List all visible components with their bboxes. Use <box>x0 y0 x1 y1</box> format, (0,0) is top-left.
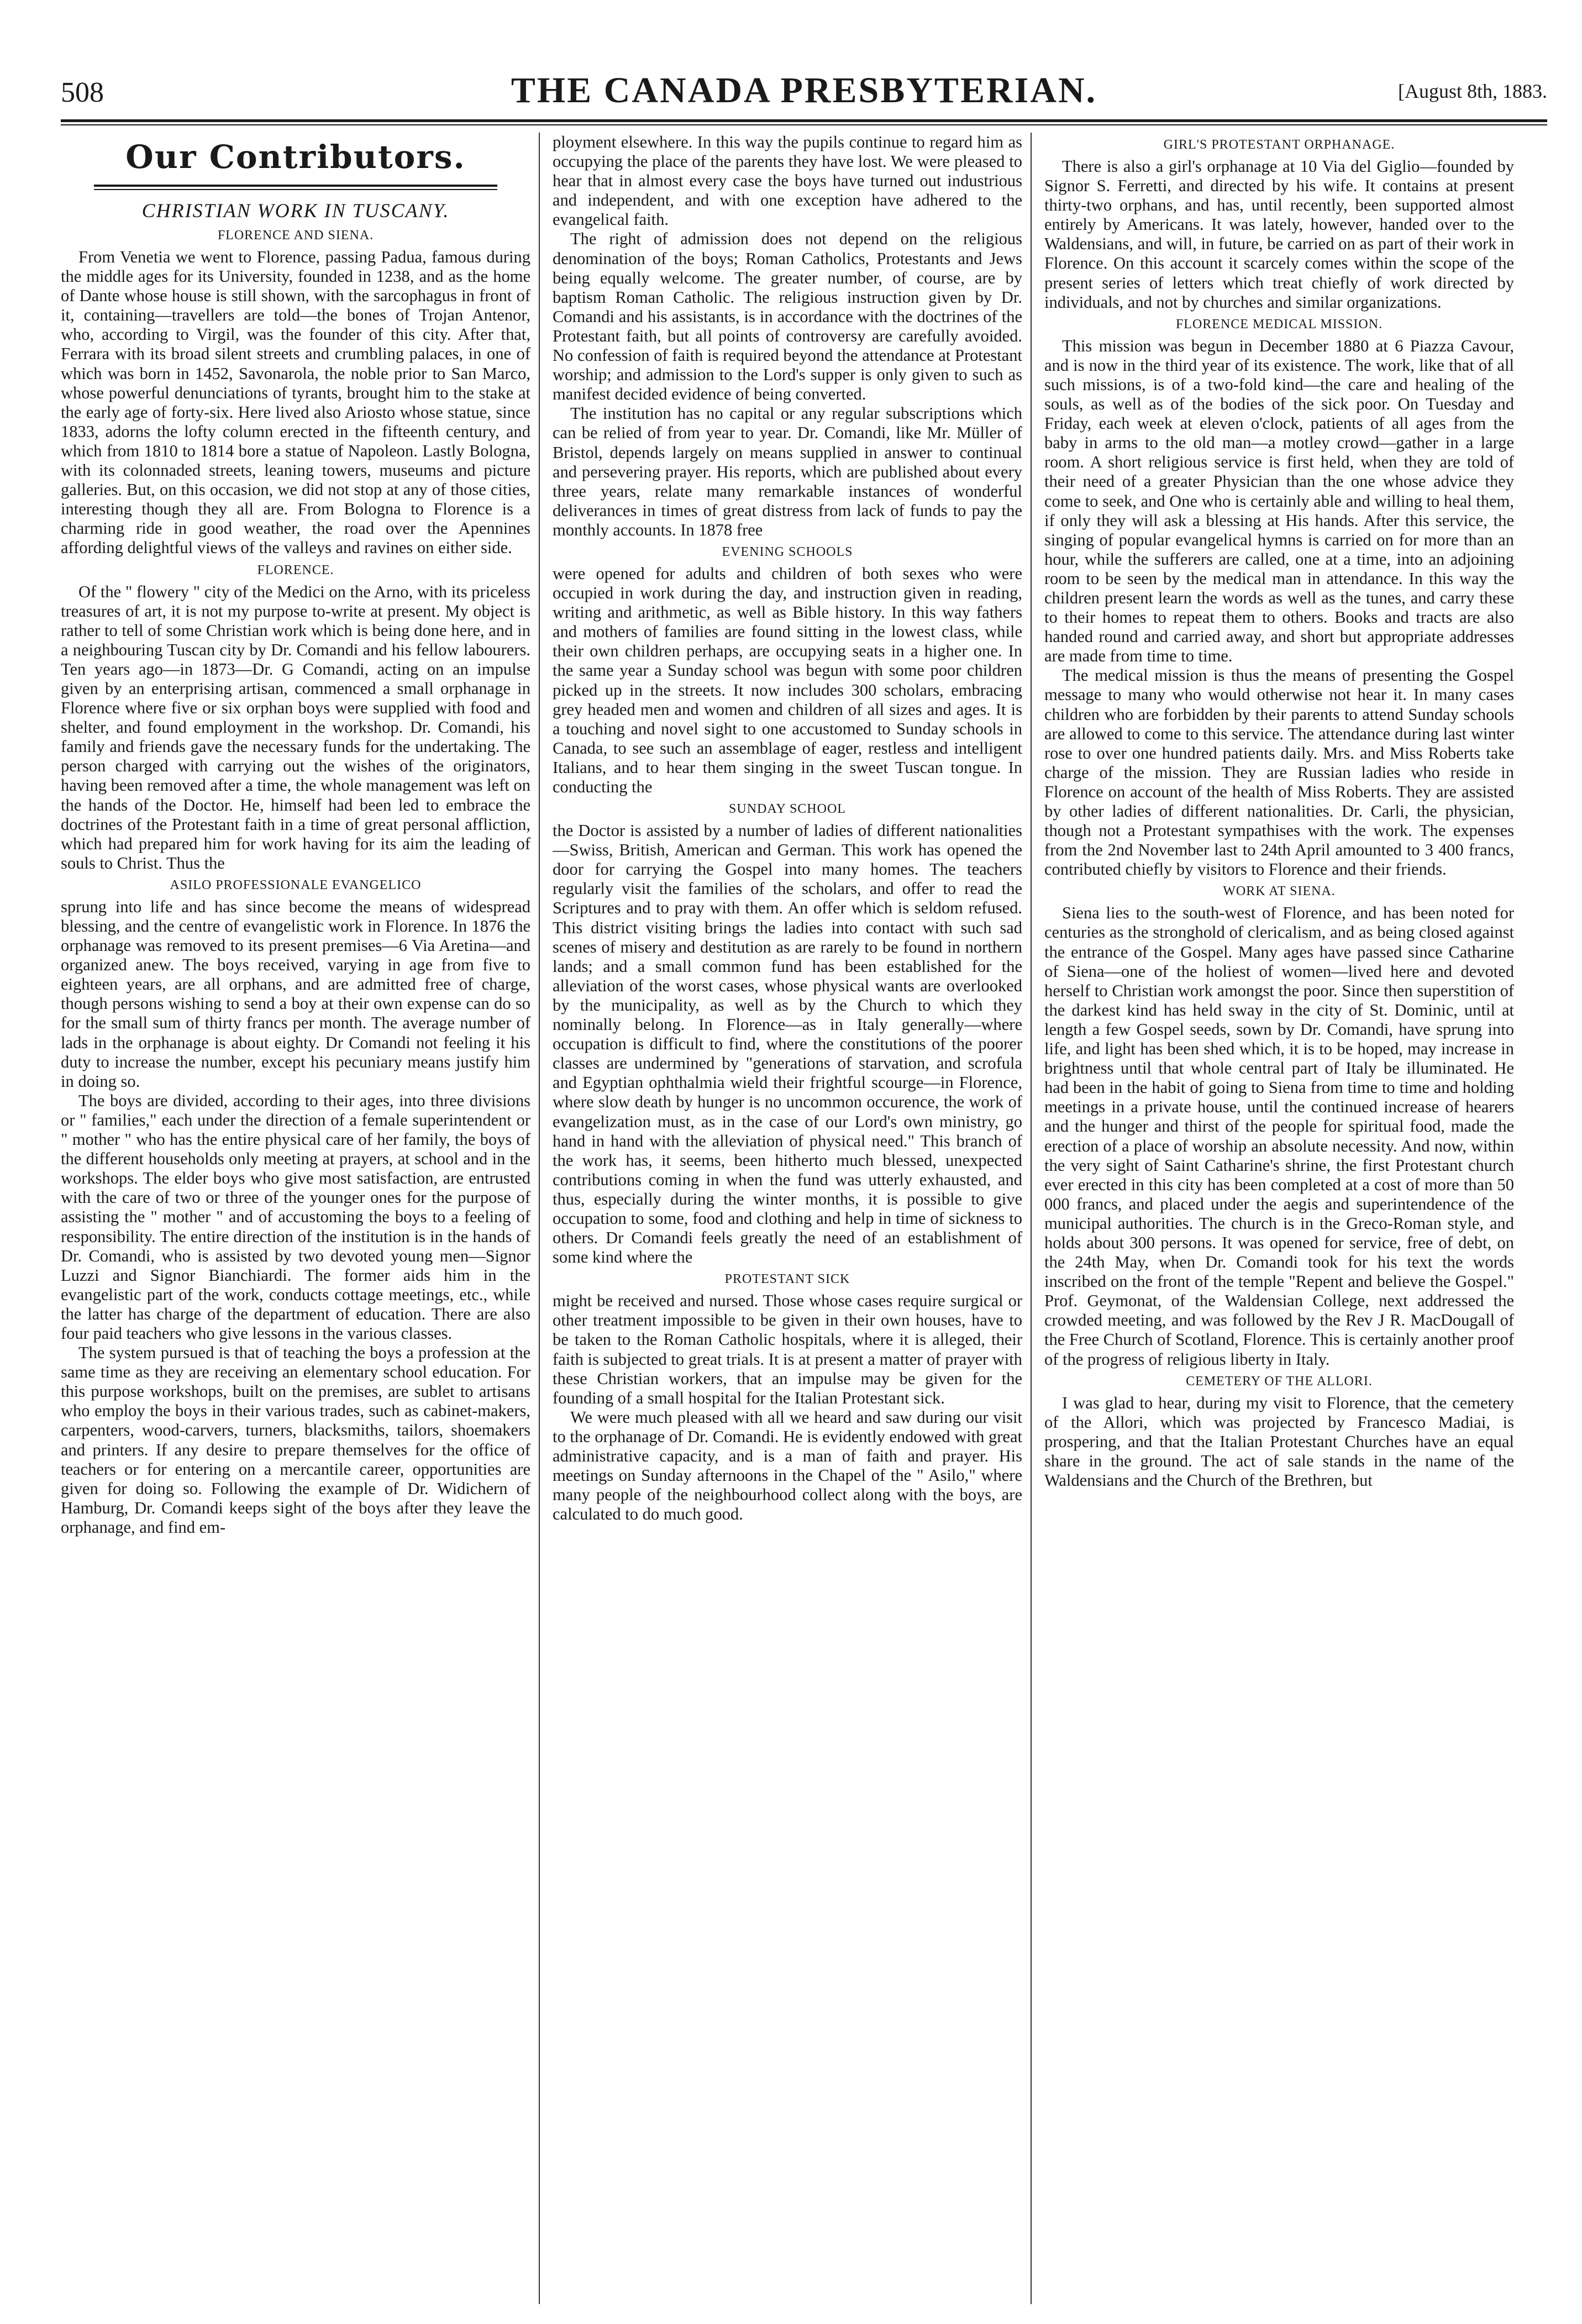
section-heading: WORK AT SIENA. <box>1223 884 1336 899</box>
masthead-rule <box>94 185 497 190</box>
section-heading: SUNDAY SCHOOL <box>729 802 846 817</box>
section-masthead: Our Contributors. <box>125 138 466 176</box>
paragraph: Siena lies to the south-west of Florence, and has been noted for centuries as the stronghold of clericalism, and as being closed against the entrance of the Gospel. Many ages have passed since Catharine of Siena—one of the holiest of women—lived here and devoted herself to Christian work amongst the poor. Since then superstition of the darkest kind has held sway in the city of St. Dominic, until at length a few Gospel seeds, sown by Dr. Comandi, have sprung into life, and light has been shed which, it is to be hoped, may increase in brightness until that whole central part of Italy be illuminated. He had been in the habit of going to Siena from time to time and holding meetings in a private house, until the continued increase of hearers and the hunger and thirst of the people for spiritual food, made the erection of a place of worship an absolute necessity. And now, within the very sight of Saint Catharine's shrine, the first Protestant church ever erected in this city has been completed at a cost of more than 50 000 francs, and placed under the aegis and superintendence of the municipal authorities. The church is in the Greco-Roman style, and holds about 300 persons. It was opened for service, free of debt, on the 24th May, when Dr. Comandi took for his text the words inscribed on the front of the temple "Repent and believe the Gospel." Prof. Geymonat, of the Waldensian College, next addressed the crowded meeting, and was followed by the Rev J R. MacDougall of the Free Church of Scotland, Florence. This is certainly another proof of the progress of religious liberty in Italy. <box>1044 903 1514 1369</box>
newspaper-title: THE CANADA PRESBYTERIAN. <box>511 70 1097 111</box>
issue-date: [August 8th, 1883. <box>1398 80 1547 102</box>
paragraph: The boys are divided, according to their ages, into three divisions or " families," each under the direction of a female superintendent or " mother " who has the entire physical care of her family, the boys of the different households only meeting at prayers, at school and in the workshops. The elder boys who give most satisfaction, are entrusted with the care of two or three of the younger ones for the purpose of assisting the " mother " and of accustoming the boys to a feeling of responsibility. The entire direction of the institution is in the hands of Dr. Comandi, who is assisted by two devoted young men—Signor Luzzi and Signor Bianchiardi. The former aids him in the evangelistic part of the work, conducts cottage meetings, etc., while the latter has charge of the department of education. There are also four paid teachers who give lessons in the various classes. <box>61 1091 530 1343</box>
section-heading: EVENING SCHOOLS <box>722 544 853 559</box>
header-rule-thin <box>61 124 1547 125</box>
column-3 <box>1044 133 1514 2310</box>
section-heading: PROTESTANT SICK <box>724 1272 850 1287</box>
paragraph: Of the " flowery " city of the Medici on the Arno, with its priceless treasures of art, it is not my purpose to-write at present. My object is rather to tell of some Christian work which is being done here, and in a neighbouring Tuscan city by Dr. Comandi and his fellow labourers. Ten years ago—in 1873—Dr. G Comandi, acting on an impulse given by an enterprising artisan, commenced a small orphanage in Florence where five or six orphan boys were supplied with food and shelter, and found employment in the workshop. Dr. Comandi, his family and friends gave the necessary funds for the undertaking. The person charged with carrying out the wishes of the originators, having been removed after a time, the whole management was left on the hands of the Doctor. He, himself had been led to embrace the doctrines of the Protestant faith in a time of great personal affliction, which had prepared him for work having for its aim the leading of souls to Christ. Thus the <box>61 582 530 872</box>
paragraph: might be received and nursed. Those whose cases require surgical or other treatment impossible to be given in their own houses, have to be taken to the Roman Catholic hospitals, where it is alleged, their faith is subjected to great trials. It is at present a matter of prayer with these Christian workers, that an impulse may be given for the founding of a small hospital for the Italian Protestant sick. <box>553 1291 1022 1407</box>
paragraph: the Doctor is assisted by a number of ladies of different nationalities—Swiss, British, American and German. This work has opened the door for carrying the Gospel into many homes. The teachers regularly visit the families of the scholars, and offer to read the Scriptures and to pray with them. An offer which is seldom refused. This district visiting brings the ladies into contact with such sad scenes of misery and destitution as are rarely to be found in northern lands; and a small common fund has been established for the alleviation of the worst cases, whose physical wants are overlooked by the municipality, as well as by the Church to which they nominally belong. In Florence—as in Italy generally—where occupation is difficult to find, where the constitutions of the poorer classes are undermined by "generations of starvation, and scrofula and Egyptian ophthalmia wield their frightful scourge—in Florence, where slow death by hunger is no uncommon occurence, the work of evangelization must, as in the case of our Lord's own ministry, go hand in hand with the alleviation of physical need." This branch of the work has, it seems, been hitherto much blessed, unexpected contributions coming in when the fund was utterly exhausted, and thus, especially during the winter months, it is possible to give occupation to some, food and clothing and help in time of sickness to others. Dr Comandi feels greatly the need of an establishment of some kind where the <box>553 821 1022 1267</box>
paragraph: sprung into life and has since become the means of widespread blessing, and the centre of evangelistic work in Florence. In 1876 the orphanage was removed to its present premises—6 Via Aretina—and organized anew. The boys received, varying in age from five to eighteen years, are all orphans, and are admitted free of charge, though persons wishing to send a boy at their own expense can do so for the small sum of thirty francs per month. The average number of lads in the orphanage is about eighty. Dr Comandi not feeling it his duty to increase the number, except his pecuniary means justify him in doing so. <box>61 897 530 1091</box>
paragraph: From Venetia we went to Florence, passing Padua, famous during the middle ages for its University, founded in 1238, and as the home of Dante whose house is still shown, with the sarcophagus in front of it, containing—travellers are told—the bones of Trojan Antenor, who, according to Virgil, was the founder of this city. After that, Ferrara with its broad silent streets and crumbling palaces, in one of which was born in 1452, Savonarola, the noble prior to San Marco, whose powerful denunciations of tyrants, brought him to the stake at the early age of forty-six. Here lived also Ariosto whose statue, since 1833, adorns the lofty column erected in the fifteenth century, and which from 1810 to 1814 bore a statue of Napoleon. Lastly Bologna, with its colonnaded streets, leaning towers, museums and picture galleries. But, on this occasion, we did not stop at any of those cities, interesting though they all are. From Bologna to Florence is a charming ride in good weather, the road over the Apennines affording delightful views of the valleys and ravines on either side. <box>61 248 530 558</box>
page-number: 508 <box>61 77 104 108</box>
article-title: CHRISTIAN WORK IN TUSCANY. <box>141 199 450 222</box>
section-heading: CEMETERY OF THE ALLORI. <box>1186 1374 1373 1389</box>
section-heading: ASILO PROFESSIONALE EVANGELICO <box>170 877 422 892</box>
paragraph: The right of admission does not depend on the religious denomination of the boys; Roman Catholics, Protestants and Jews being equally welcome. The greater number, of course, are by baptism Roman Catholic. The religious instruction given by Dr. Comandi and his assistants, is in accordance with the doctrines of the Protestant faith, but all points of controversy are carefully avoided. No confession of faith is required beyond the attendance at Protestant worship; and admission to the Lord's supper is only given to such as manifest decided evidence of being converted. <box>553 229 1022 404</box>
paragraph: were opened for adults and children of both sexes who were occupied in work during the day, and instruction given in reading, writing and arithmetic, as well as Bible history. In this way fathers and mothers of families are found sitting in the lowest class, while their own children perhaps, are occupying seats in a higher one. In the same year a Sunday school was begun with some poor children picked up in the streets. It now includes 300 scholars, embracing grey headed men and women and children of all sizes and ages. It is a touching and novel sight to one accustomed to Sunday schools in Canada, to see such an assemblage of eager, restless and intelligent Italians, and to hear them singing in the sweet Tuscan tongue. In conducting the <box>553 564 1022 796</box>
page-header <box>61 65 1547 118</box>
column-1 <box>61 133 530 2310</box>
paragraph: This mission was begun in December 1880 at 6 Piazza Cavour, and is now in the third year of its existence. The work, like that of all such missions, is of a two-fold kind—the care and healing of the souls, as well as of the bodies of the sick poor. On Tuesday and Friday, each week at eleven o'clock, patients of all ages from the baby in arms to the old man—a motley crowd—gather in a large room. A short religious service is first held, when they are told of their need of a greater Physician than the one whose advice they come to seek, and One who is certainly able and willing to heal them, if only they will ask a blessing at His hands. After this service, the singing of popular evangelical hymns is carried on for more than an hour, while the sufferers are called, one at a time, into an adjoining room to be seen by the medical man in attendance. In this way the children present learn the words as well as the tunes, and carry these to their homes to repeat them to others. Books and tracts are also handed round and carried away, and short but appropriate addresses are made from time to time. <box>1044 336 1514 666</box>
paragraph: The system pursued is that of teaching the boys a profession at the same time as they are receiving an elementary school education. For this purpose workshops, built on the premises, are sublet to artisans who employ the boys in their various trades, such as cabinet-makers, carpenters, wood-carvers, turners, blacksmiths, tailors, shoemakers and printers. If any desire to prepare themselves for the office of teachers or for entering on a mercantile career, opportunities are given for doing so. Following the example of Dr. Widichern of Hamburg, Dr. Comandi keeps sight of the boys after they leave the orphanage, and find em- <box>61 1343 530 1537</box>
paragraph: There is also a girl's orphanage at 10 Via del Giglio—founded by Signor S. Ferretti, and directed by his wife. It contains at present thirty-two orphans, and has, until recently, been supported almost entirely by Americans. It was lately, however, handed over to the Waldensians, and will, in future, be carried on as part of their work in Florence. On this account it scarcely comes within the scope of the present series of letters which treat chiefly of work directed by individuals, and not by churches and similar organizations. <box>1044 157 1514 312</box>
header-rule <box>61 119 1547 122</box>
column-2 <box>553 133 1022 2310</box>
section-heading: FLORENCE MEDICAL MISSION. <box>1175 317 1383 332</box>
section-heading: GIRL'S PROTESTANT ORPHANAGE. <box>1163 138 1395 152</box>
article-subtitle: FLORENCE AND SIENA. <box>217 228 374 243</box>
paragraph: I was glad to hear, during my visit to Florence, that the cemetery of the Allori, which was projected by Francesco Madiai, is prospering, and that the Italian Protestant Churches have an equal share in the ground. The act of sale stands in the name of the Waldensians and the Church of the Brethren, but <box>1044 1393 1514 1490</box>
column-divider <box>1031 133 1032 2304</box>
section-heading: FLORENCE. <box>257 562 334 577</box>
paragraph: ployment elsewhere. In this way the pupils continue to regard him as occupying the place of the parents they have lost. We were pleased to hear that in almost every case the boys have turned out industrious and independent, and with one exception have adhered to the evangelical faith. <box>553 133 1022 229</box>
paragraph: The medical mission is thus the means of presenting the Gospel message to many who would otherwise not hear it. In many cases children who are forbidden by their parents to attend Sunday schools are allowed to come to this service. The attendance during last winter rose to over one hundred patients daily. Mrs. and Miss Roberts take charge of the mission. They are Russian ladies who reside in Florence on account of the health of Miss Roberts. They are assisted by other ladies of different nationalities. Dr. Carli, the physician, though not a Protestant sympathises with the work. The expenses from the 2nd November last to 24th April amounted to 3 400 francs, contributed chiefly by visitors to Florence and their friends. <box>1044 666 1514 879</box>
paragraph: The institution has no capital or any regular subscriptions which can be relied of from year to year. Dr. Comandi, like Mr. Müller of Bristol, depends largely on means supplied in answer to continual and persevering prayer. His reports, which are published about every three years, relate many remarkable instances of wonderful deliverances in times of great distress from lack of funds to pay the monthly accounts. In 1878 free <box>553 404 1022 539</box>
column-divider <box>539 133 540 2304</box>
paragraph: We were much pleased with all we heard and saw during our visit to the orphanage of Dr. Comandi. He is evidently endowed with great administrative capacity, and is a man of faith and prayer. His meetings on Sunday afternoons in the Chapel of the " Asilo," where many people of the neighbourhood collect along with the boys, are calculated to do much good. <box>553 1407 1022 1524</box>
